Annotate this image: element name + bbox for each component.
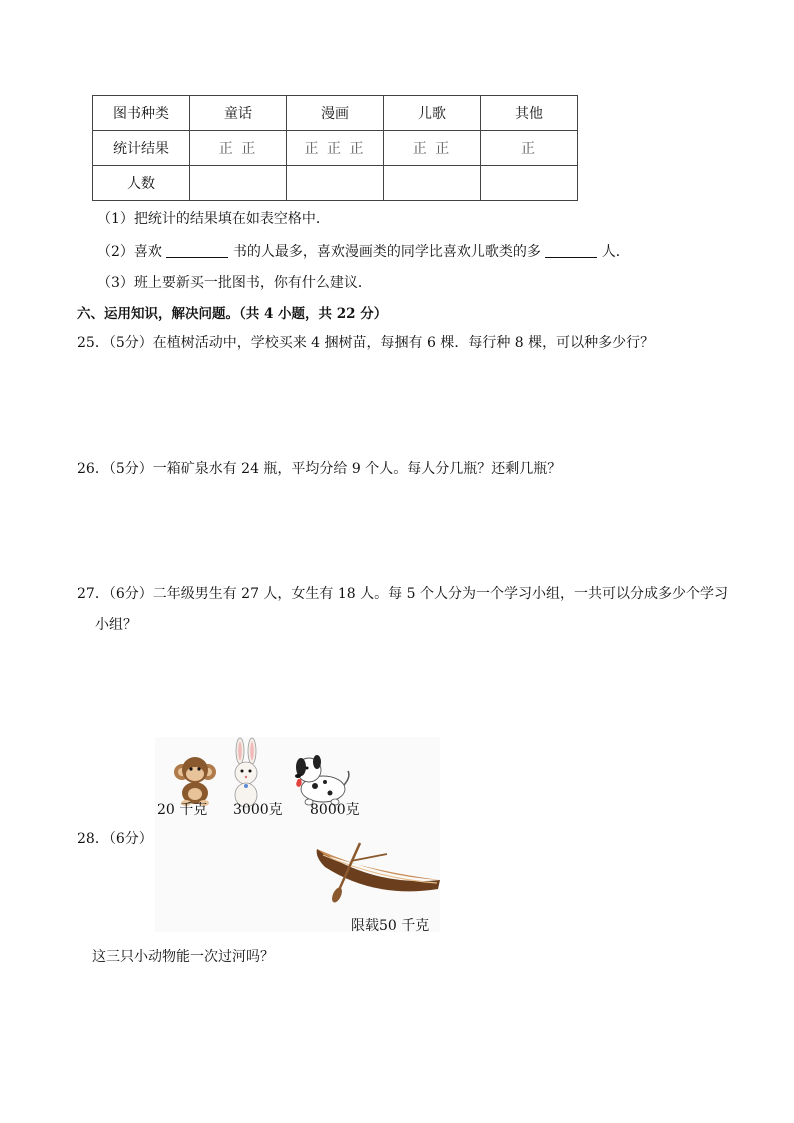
answer-cell[interactable] xyxy=(384,166,481,201)
answer-cell[interactable] xyxy=(287,166,384,201)
problem-28-question: 这三只小动物能一次过河吗？ xyxy=(92,949,274,965)
canoe-icon xyxy=(317,843,440,904)
dog-icon xyxy=(295,755,349,805)
answer-cell[interactable] xyxy=(190,166,287,201)
section-heading: 六、运用知识，解决问题。（共 4 小题，共 22 分） xyxy=(77,306,388,322)
table-cell: 童话 xyxy=(190,96,287,131)
sub-question-2-suffix: 人． xyxy=(601,244,630,260)
table-cell: 人数 xyxy=(93,166,190,201)
figure-drawing xyxy=(155,737,440,932)
problem-27-line-1: 27．（6分）二年级男生有 27 人，女生有 18 人。每 5 个人分为一个学习小组，一共可以分成多少个学习 xyxy=(77,586,728,602)
animals-boat-figure xyxy=(155,737,440,932)
rabbit-weight-label: 3000克 xyxy=(233,802,283,818)
table-cell: 图书种类 xyxy=(93,96,190,131)
sub-question-1: （1）把统计的结果填在如表空格中． xyxy=(97,211,330,227)
table-cell: 儿歌 xyxy=(384,96,481,131)
rabbit-icon xyxy=(235,738,257,807)
tally-cell: 正 正 xyxy=(190,131,287,166)
sub-question-2-mid: 书的人最多，喜欢漫画类的同学比喜欢儿歌类的多 xyxy=(232,244,541,260)
answer-blank[interactable] xyxy=(545,243,597,258)
monkey-weight-label: 20 千克 xyxy=(157,802,208,818)
problem-28-label: 28．（6分） xyxy=(77,831,153,847)
problem-26: 26．（5分）一箱矿泉水有 24 瓶，平均分给 9 个人。每人分几瓶？还剩几瓶？ xyxy=(77,461,562,477)
tally-cell: 正 正 正 xyxy=(287,131,384,166)
dog-weight-label: 8000克 xyxy=(310,802,360,818)
tally-cell: 正 正 xyxy=(384,131,481,166)
answer-blank[interactable] xyxy=(166,243,228,258)
table-cell: 漫画 xyxy=(287,96,384,131)
statistics-table xyxy=(92,95,578,201)
sub-question-2-prefix: （2）喜欢 xyxy=(97,244,162,260)
table-row xyxy=(93,131,578,166)
answer-cell[interactable] xyxy=(481,166,578,201)
table-cell: 统计结果 xyxy=(93,131,190,166)
table-header-row xyxy=(93,96,578,131)
boat-limit-label: 限载50 千克 xyxy=(351,918,430,934)
problem-27-line-2: 小组？ xyxy=(95,617,137,633)
sub-question-2 xyxy=(97,241,630,261)
problem-25: 25．（5分）在植树活动中，学校买来 4 捆树苗，每捆有 6 棵．每行种 8 棵，可以种多少行？ xyxy=(77,335,655,351)
sub-question-3: （3）班上要新买一批图书，你有什么建议． xyxy=(97,275,372,291)
table-row xyxy=(93,166,578,201)
table-cell: 其他 xyxy=(481,96,578,131)
tally-cell: 正 xyxy=(481,131,578,166)
